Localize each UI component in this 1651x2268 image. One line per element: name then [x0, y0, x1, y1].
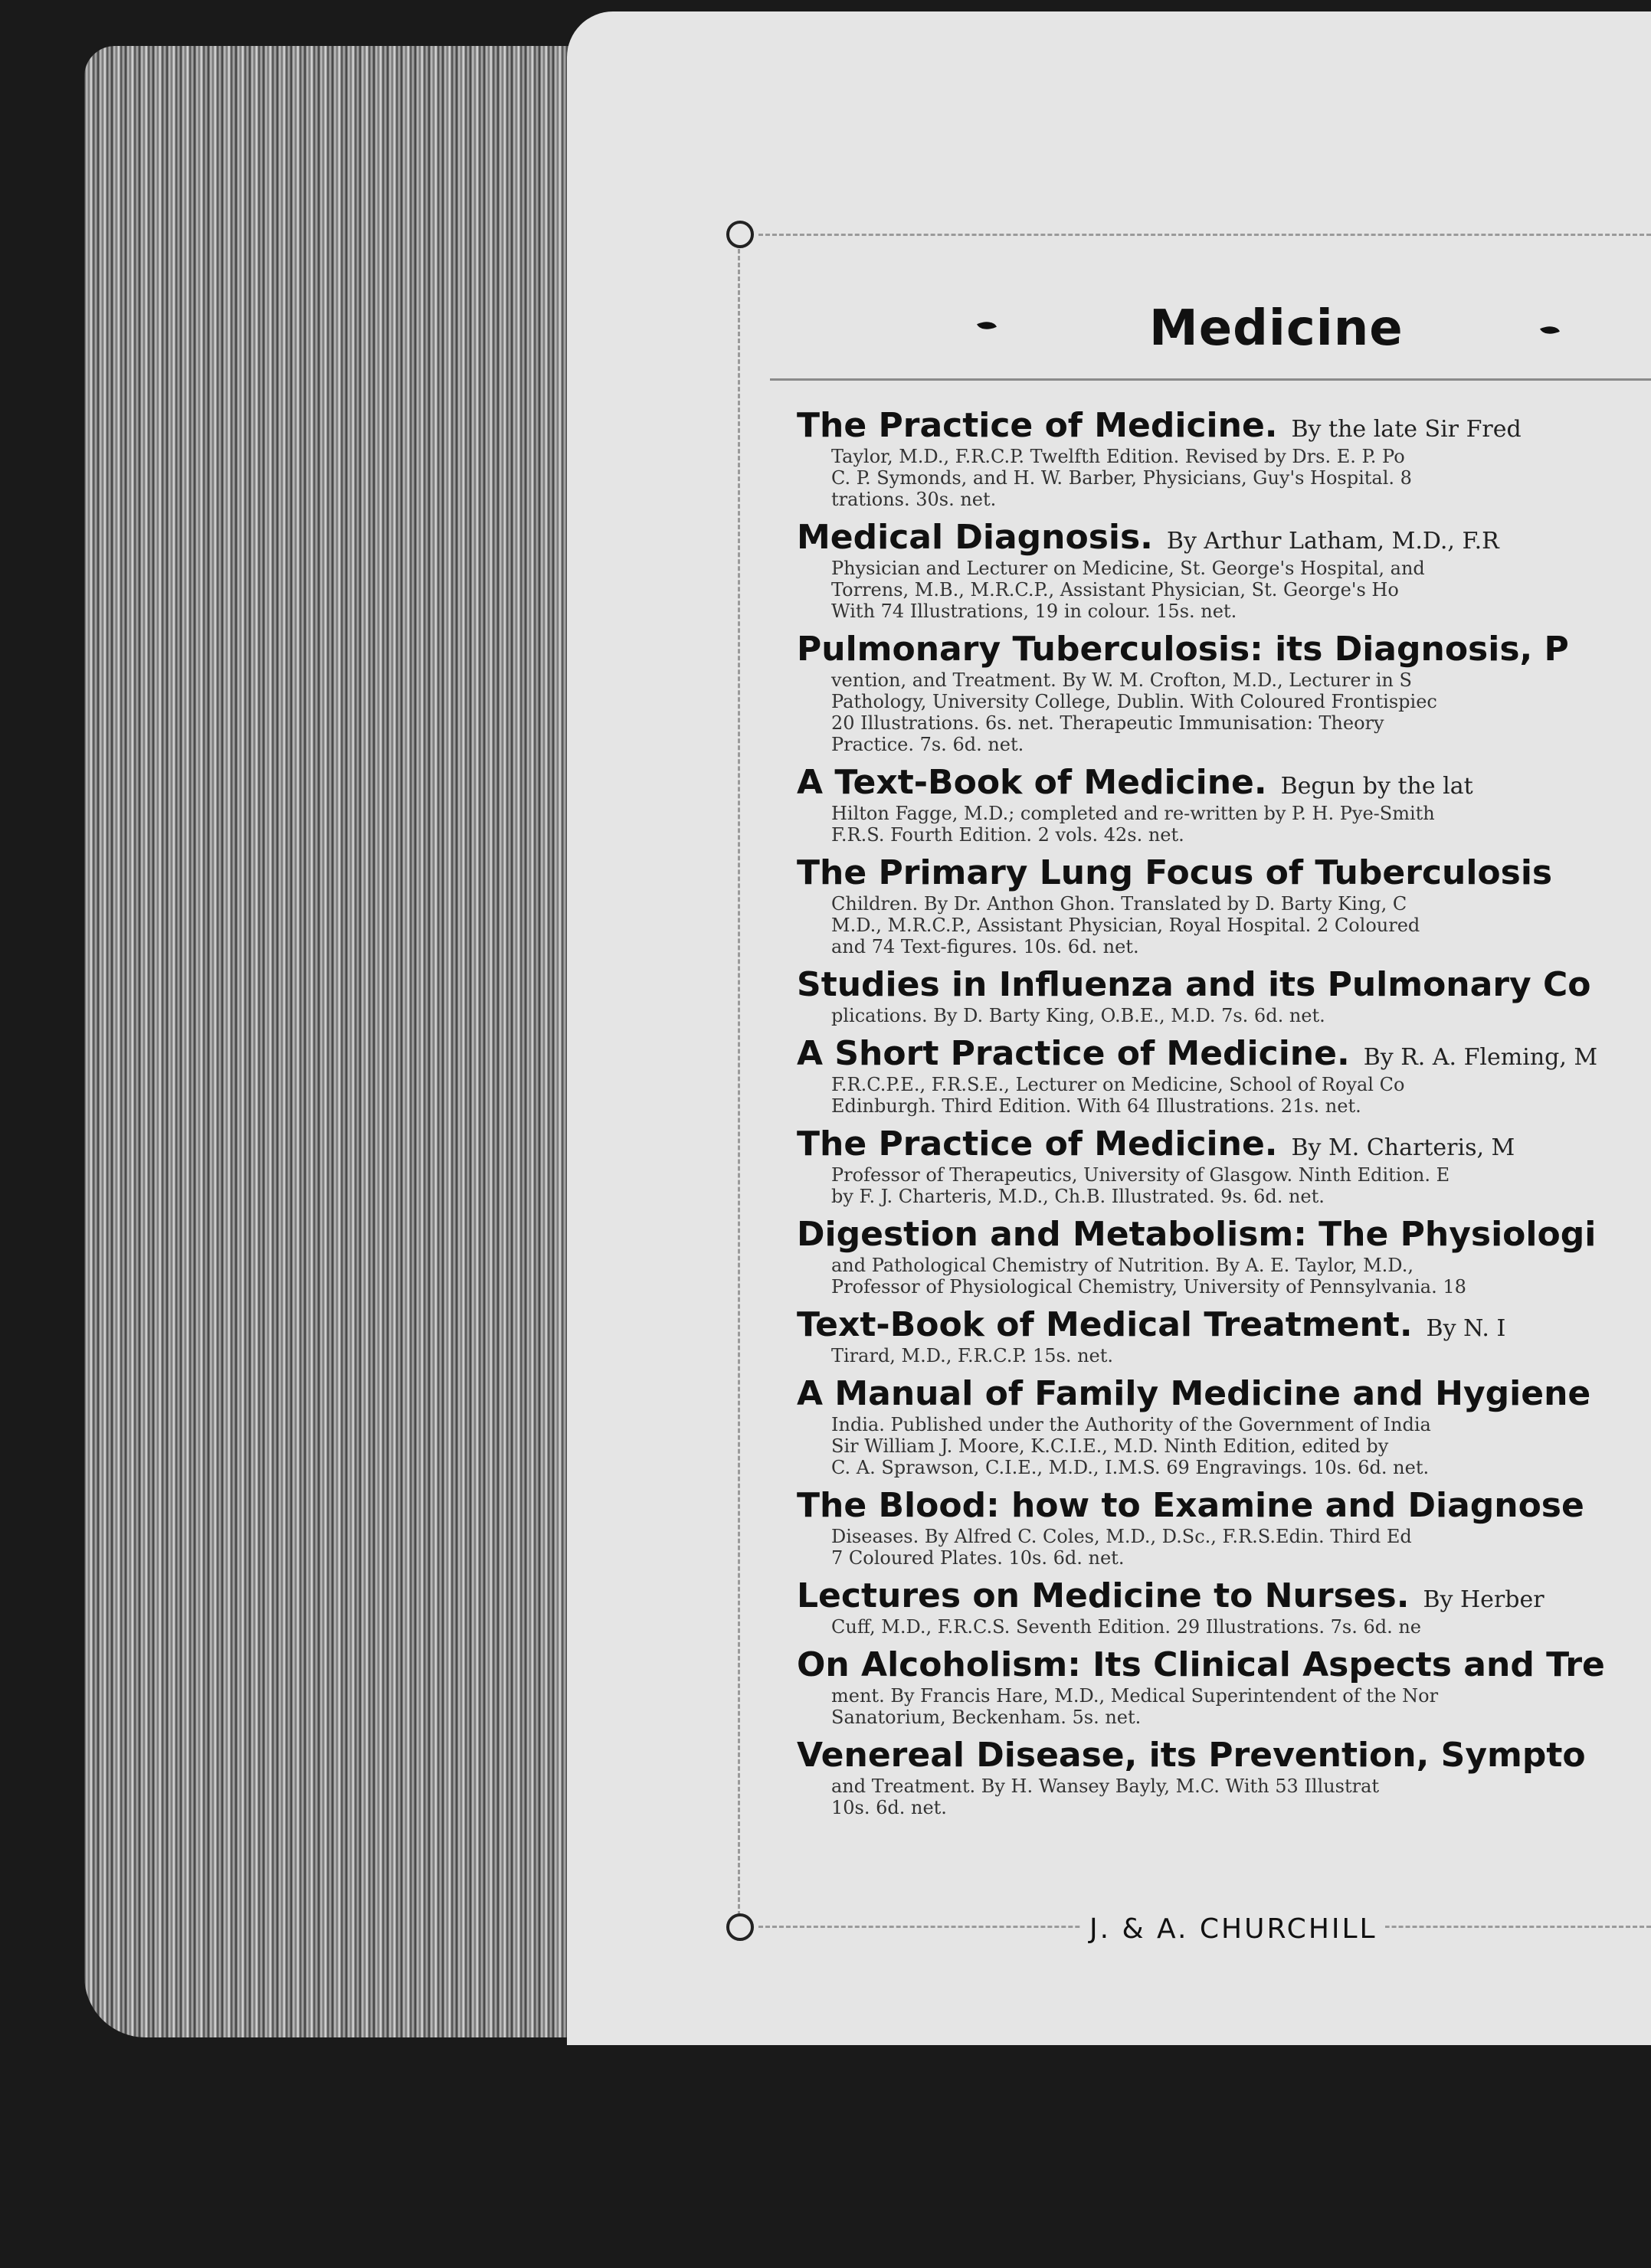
- book-detail-line: Professor of Physiological Chemistry, University of Pennsylvania. 18: [831, 1276, 1466, 1298]
- book-detail-line: 7 Coloured Plates. 10s. 6d. net.: [831, 1547, 1125, 1569]
- book-detail-line: F.R.C.P.E., F.R.S.E., Lecturer on Medicine, School of Royal Co: [831, 1074, 1405, 1095]
- book-entry: [797, 1645, 1651, 1728]
- book-detail-line: Edinburgh. Third Edition. With 64 Illustrations. 21s. net.: [831, 1095, 1361, 1117]
- book-author: By Arthur Latham, M.D., F.R: [1166, 528, 1499, 555]
- book-entry-heading: [797, 518, 1651, 558]
- header-rule-bottom: [770, 378, 1651, 381]
- book-list: [797, 406, 1651, 1826]
- book-detail-line: Physician and Lecturer on Medicine, St. George's Hospital, and: [831, 558, 1425, 579]
- book-author: By N. I: [1426, 1315, 1506, 1342]
- book-entry-heading: [797, 1215, 1651, 1255]
- book-title: Medical Diagnosis.: [797, 518, 1153, 557]
- book-entry: [797, 518, 1651, 622]
- book-entry: [797, 1215, 1651, 1298]
- book-entry: [797, 1576, 1651, 1638]
- book-title: The Practice of Medicine.: [797, 406, 1278, 445]
- book-detail-line: C. A. Sprawson, C.I.E., M.D., I.M.S. 69 Engravings. 10s. 6d. net.: [831, 1457, 1430, 1478]
- book-detail-line: 20 Illustrations. 6s. net. Therapeutic Immunisation: Theory: [831, 712, 1384, 734]
- frame-corner-ornament-top: [726, 221, 754, 248]
- book-detail-line: and Pathological Chemistry of Nutrition. By A. E. Taylor, M.D.,: [831, 1255, 1414, 1276]
- book-detail-line: Professor of Therapeutics, University of Glasgow. Ninth Edition. E: [831, 1164, 1450, 1186]
- book-title: The Primary Lung Focus of Tuberculosis: [797, 853, 1553, 892]
- book-detail-line: Cuff, M.D., F.R.C.S. Seventh Edition. 29 Illustrations. 7s. 6d. ne: [831, 1616, 1422, 1638]
- book-detail-line: Children. By Dr. Anthon Ghon. Translated by D. Barty King, C: [831, 893, 1407, 915]
- book-title: Text-Book of Medical Treatment.: [797, 1305, 1413, 1344]
- book-entry-heading: [797, 1305, 1651, 1345]
- book-title: Pulmonary Tuberculosis: its Diagnosis, P: [797, 630, 1569, 669]
- book-entry-heading: [797, 1034, 1651, 1074]
- book-title: A Text-Book of Medicine.: [797, 763, 1267, 802]
- book-title: On Alcoholism: Its Clinical Aspects and Tre: [797, 1645, 1605, 1684]
- book-detail-line: plications. By D. Barty King, O.B.E., M.D. 7s. 6d. net.: [831, 1005, 1325, 1026]
- book-entry-heading: [797, 853, 1651, 893]
- book-detail-line: trations. 30s. net.: [831, 489, 997, 510]
- book-detail-line: and 74 Text-figures. 10s. 6d. net.: [831, 936, 1139, 957]
- book-title: Venereal Disease, its Prevention, Sympto: [797, 1736, 1586, 1775]
- book-entry: [797, 1305, 1651, 1366]
- book-detail-line: Torrens, M.B., M.R.C.P., Assistant Physician, St. George's Ho: [831, 579, 1399, 601]
- book-detail-line: Pathology, University College, Dublin. With Coloured Frontispiec: [831, 691, 1437, 712]
- book-entry: [797, 406, 1651, 510]
- book-title: Lectures on Medicine to Nurses.: [797, 1576, 1410, 1615]
- book-author: By R. A. Fleming, M: [1363, 1044, 1598, 1071]
- book-entry: [797, 1736, 1651, 1818]
- book-entry: [797, 965, 1651, 1026]
- book-detail-line: and Treatment. By H. Wansey Bayly, M.C. With 53 Illustrat: [831, 1775, 1380, 1797]
- book-entry-heading: [797, 965, 1651, 1005]
- book-title: The Blood: how to Examine and Diagnose: [797, 1486, 1584, 1525]
- book-detail-line: vention, and Treatment. By W. M. Crofton, M.D., Lecturer in S: [831, 669, 1412, 691]
- book-entry-heading: [797, 763, 1651, 803]
- book-title: A Manual of Family Medicine and Hygiene: [797, 1374, 1591, 1413]
- book-entry: [797, 630, 1651, 755]
- book-entry: [797, 853, 1651, 957]
- publisher-name: J. & A. CHURCHILL: [1082, 1913, 1385, 1945]
- book-entry-heading: [797, 406, 1651, 446]
- book-detail-line: Hilton Fagge, M.D.; completed and re-written by P. H. Pye-Smith: [831, 803, 1435, 824]
- book-title: A Short Practice of Medicine.: [797, 1034, 1350, 1073]
- book-detail-line: Sir William J. Moore, K.C.I.E., M.D. Ninth Edition, edited by: [831, 1435, 1389, 1457]
- book-detail-line: Tirard, M.D., F.R.C.P. 15s. net.: [831, 1345, 1114, 1366]
- book-detail-line: Sanatorium, Beckenham. 5s. net.: [831, 1707, 1142, 1728]
- book-entry: [797, 1034, 1651, 1117]
- book-title: Studies in Influenza and its Pulmonary Co: [797, 965, 1591, 1004]
- book-detail-line: 10s. 6d. net.: [831, 1797, 947, 1818]
- book-title: The Practice of Medicine.: [797, 1124, 1278, 1163]
- book-detail-line: ment. By Francis Hare, M.D., Medical Superintendent of the Nor: [831, 1685, 1439, 1707]
- book-entry-heading: [797, 1486, 1651, 1526]
- book-entry-heading: [797, 630, 1651, 669]
- book-detail-line: India. Published under the Authority of the Government of India: [831, 1414, 1431, 1435]
- book-detail-line: C. P. Symonds, and H. W. Barber, Physicians, Guy's Hospital. 8: [831, 467, 1412, 489]
- book-title: Digestion and Metabolism: The Physiologi: [797, 1215, 1597, 1254]
- book-author: By Herber: [1423, 1586, 1545, 1613]
- book-detail-line: Diseases. By Alfred C. Coles, M.D., D.Sc., F.R.S.Edin. Third Ed: [831, 1526, 1412, 1547]
- book-detail-line: Practice. 7s. 6d. net.: [831, 734, 1024, 755]
- book-entry-heading: [797, 1576, 1651, 1616]
- book-detail-line: F.R.S. Fourth Edition. 2 vols. 42s. net.: [831, 824, 1184, 846]
- book-detail-line: With 74 Illustrations, 19 in colour. 15s. net.: [831, 601, 1237, 622]
- book-author: By the late Sir Fred: [1291, 416, 1522, 443]
- book-entry: [797, 1486, 1651, 1569]
- book-detail-line: M.D., M.R.C.P., Assistant Physician, Royal Hospital. 2 Coloured: [831, 915, 1420, 936]
- book-entry: [797, 1374, 1651, 1478]
- book-entry-heading: [797, 1736, 1651, 1775]
- book-entry: [797, 1124, 1651, 1207]
- book-detail-line: by F. J. Charteris, M.D., Ch.B. Illustrated. 9s. 6d. net.: [831, 1186, 1325, 1207]
- book-detail-line: Taylor, M.D., F.R.C.P. Twelfth Edition. Revised by Drs. E. P. Po: [831, 446, 1405, 467]
- page-title: Medicine: [1149, 300, 1404, 357]
- book-author: Begun by the lat: [1280, 773, 1473, 800]
- book-entry: [797, 763, 1651, 846]
- book-author: By M. Charteris, M: [1291, 1134, 1515, 1161]
- book-page-edges: [84, 46, 582, 2037]
- header-rule-top: [758, 234, 1651, 236]
- book-entry-heading: [797, 1124, 1651, 1164]
- frame-corner-ornament-bottom: [726, 1913, 754, 1941]
- book-entry-heading: [797, 1374, 1651, 1414]
- book-entry-heading: [797, 1645, 1651, 1685]
